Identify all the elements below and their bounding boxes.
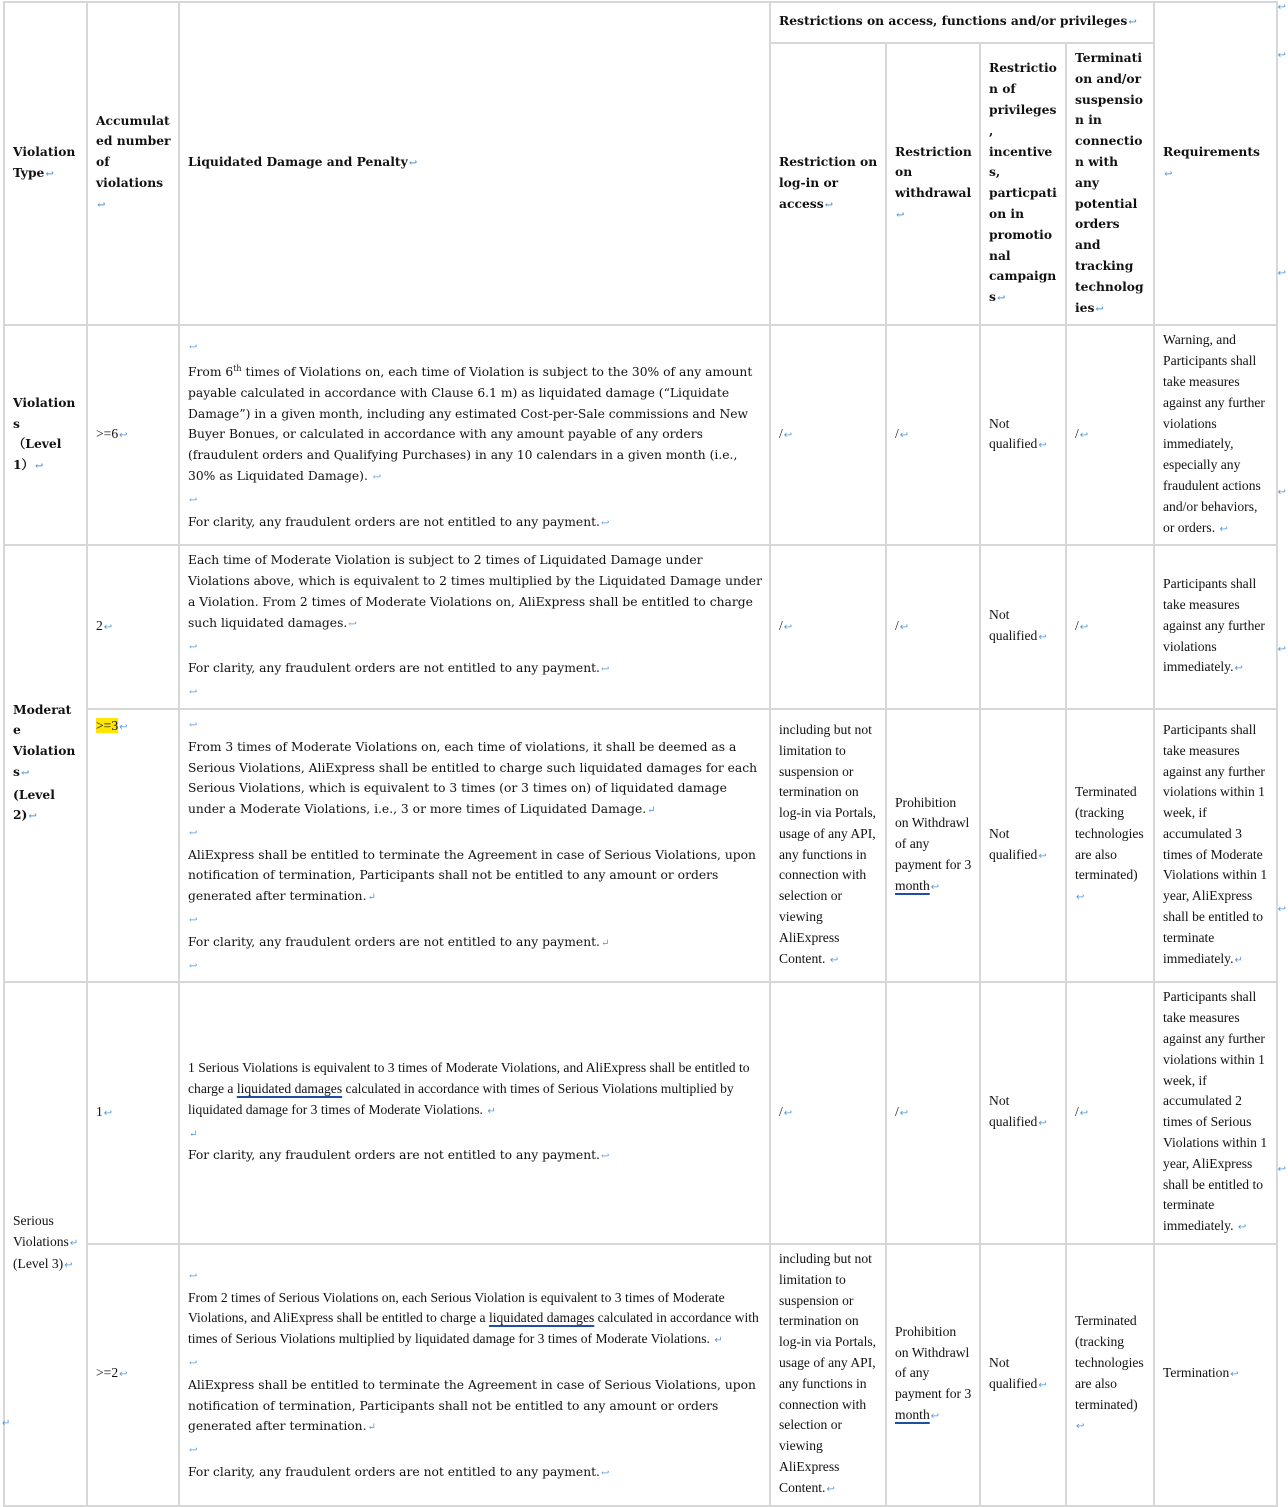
requirements-cell: Warning, and Participants shall take measures against any further violations immediately, especially any fraudulent actions and/or behaviors, or orders. ↩ [1154,325,1277,545]
paragraph-mark-icon: ↩ [408,158,418,170]
paragraph-mark-icon: ↩ [119,721,128,733]
ld-cell: Each time of Moderate Violation is subject to 2 times of Liquidated Damage under Violations above, which is equivalent to 2 times multiplied by the Liquidated Damage under a Violation. From 2 times of Moderate Violations on, AliExpress shall be entitled to charge such liquidated damages.↩ ↩ For clarity, any fraudulent orders are not entitled to any payment.↩ ↩ [179,545,770,709]
paragraph-mark-icon: ↵ [714,1335,723,1347]
paragraph-mark-icon: ↩ [829,954,839,966]
paragraph-mark-icon: ↩ [97,199,106,211]
login-cell: including but not limitation to suspension or termination on log-in via Portals, usage of any API, any functions in connection with selection or viewing AliExpress Content.↩ [770,1244,886,1506]
paragraph-mark-icon: ↩ [34,461,44,473]
header-termination: Termination and/or suspension in connection with any potential orders and tracking technologies↩ [1066,43,1154,325]
login-cell: /↩ [770,545,886,709]
paragraph-mark-icon: ↩ [600,1151,610,1163]
paragraph-mark-icon: ↩ [1234,663,1243,675]
withdrawal-cell: Prohibition on Withdrawl of any payment for 3 month↩ [886,709,980,983]
paragraph-mark-icon: ↵ [367,1422,376,1434]
row-end-mark-icon: ↩ [1277,487,1286,498]
withdrawal-cell: /↩ [886,325,980,545]
withdrawal-cell: /↩ [886,545,980,709]
ld-cell: ↩ From 6th times of Violations on, each time of Violation is subject to the 30% of any amount payable calculated in accordance with Clause 6.1 m) as liquidated damage (“Liquidate Damage”) in a given month, including any estimated Cost-per-Sale commissions and New Buyer Bonues, or calculated in accordance with any amount payable of any orders (fraudulent orders and Qualifying Purchases) in any 10 calendars in a given month (i.e., 30% as Liquidated Damage). ↩ ↩ For clarity, any fraudulent orders are not entitled to any payment.↩ [179,325,770,545]
login-cell: /↩ [770,982,886,1244]
termination-cell: /↩ [1066,545,1154,709]
count-cell: 1↩ [87,982,179,1244]
paragraph-mark-icon: ↵ [69,1237,79,1249]
row-end-mark-icon: ↩ [1277,2,1286,13]
count-cell [87,709,179,983]
table-row [4,1244,1277,1506]
paragraph-mark-icon: ↩ [45,168,54,180]
paragraph-mark-icon: ↩ [899,621,909,633]
table-row [4,545,1277,709]
paragraph-mark-icon: ↩ [1128,17,1137,29]
paragraph-mark-icon: ↩ [1038,850,1047,862]
paragraph-mark-icon: ↩ [1079,1107,1089,1119]
highlighted-count: >=3 [96,717,119,733]
paragraph-mark-icon: ↩ [1038,1379,1047,1391]
header-requirements: Requirements↩ [1154,2,1277,325]
privileges-cell: Not qualified↩ [980,982,1066,1244]
privileges-cell: Not qualified↩ [980,545,1066,709]
paragraph-mark-icon: ↩ [64,1260,73,1272]
paragraph-mark-icon: ↩ [1038,1118,1047,1130]
type-level1: Violations （Level 1）↩ [4,325,87,545]
paragraph-mark-icon: ↩ [1095,303,1104,315]
paragraph-mark-icon: ↩ [189,719,198,731]
paragraph-mark-icon: ↵ [189,1128,198,1140]
paragraph-mark-icon: ↩ [1079,429,1089,441]
termination-cell: Terminated (tracking technologies are also terminated)↩ [1066,709,1154,983]
termination-cell: /↩ [1066,325,1154,545]
paragraph-mark-icon: ↩ [899,1107,909,1119]
privileges-cell: Not qualified↩ [980,709,1066,983]
termination-cell: /↩ [1066,982,1154,1244]
privileges-cell: Not qualified↩ [980,1244,1066,1506]
requirements-cell: Participants shall take measures against any further violations immediately.↩ [1154,545,1277,709]
paragraph-mark-icon: ↩ [28,811,37,823]
paragraph-mark-icon: ↩ [1230,1369,1239,1381]
paragraph-mark-icon: ↵ [367,892,376,904]
requirements-cell: Termination↩ [1154,1244,1277,1506]
paragraph-mark-icon: ↩ [600,664,610,676]
count-cell: >=6↩ [87,325,179,545]
paragraph-mark-icon: ↩ [189,827,198,839]
paragraph-mark-icon: ↩ [189,687,198,699]
paragraph-mark-icon: ↩ [103,1107,113,1119]
type-level3: Serious Violations↵ (Level 3)↩ [4,982,87,1505]
paragraph-mark-icon: ↩ [783,1107,793,1119]
count-cell: 2↩ [87,545,179,709]
row-end-mark-icon: ↩ [1277,1164,1286,1175]
paragraph-mark-icon: ↩ [783,621,793,633]
withdrawal-cell: /↩ [886,982,980,1244]
login-cell: including but not limitation to suspension or termination on log-in via Portals, usage of any API, any functions in connection with selection or viewing AliExpress Content. ↩ [770,709,886,983]
withdrawal-cell: Prohibition on Withdrawl of any payment for 3 month↩ [886,1244,980,1506]
paragraph-mark-icon: ↩ [103,621,113,633]
login-cell: /↩ [770,325,886,545]
paragraph-mark-icon: ↩ [1237,1222,1247,1234]
count-cell: >=2↩ [87,1244,179,1506]
paragraph-mark-icon: ↩ [824,199,834,211]
paragraph-mark-icon: ↩ [1076,1421,1085,1433]
paragraph-mark-icon: ↩ [348,618,357,630]
ld-cell: ↩ From 3 times of Moderate Violations on, each time of violations, it shall be deemed as a Serious Violations, AliExpress shall be entitled to charge such liquidated damages for each Serious Violations, which is equivalent to 3 times (or 3 times on) of liquidated damage under a Moderate Violations, i.e., 3 or more times of Liquidated Damage.↵ ↩ AliExpress shall be entitled to terminate the Agreement in case of Serious Violations, upon notification of termination, Participants shall not be entitled to any amount or orders generated after termination.↵ ↩ For clarity, any fraudulent orders are not entitled to any payment.↵ ↩ [179,709,770,983]
header-restriction-login: Restriction on log-in or access↩ [770,43,886,325]
paragraph-mark-icon: ↩ [189,1445,198,1457]
paragraph-mark-icon: ↩ [189,915,198,927]
paragraph-mark-icon: ↩ [930,881,940,893]
paragraph-mark-icon: ↵ [2,1418,11,1429]
row-end-mark-icon: ↩ [1277,268,1286,279]
ld-cell: 1 Serious Violations is equivalent to 3 times of Moderate Violations, and AliExpress shall be entitled to charge a liquidated damages calculated in accordance with times of Serious Violations multiplied by liquidated damage for 3 times of Moderate Violations. ↵ ↵ For clarity, any fraudulent orders are not entitled to any payment.↩ [179,982,770,1244]
table-row [4,982,1277,1244]
type-level2: Moderate Violations↩ (Level 2)↩ [4,545,87,982]
privileges-cell: Not qualified↩ [980,325,1066,545]
paragraph-mark-icon: ↩ [189,960,198,972]
paragraph-mark-icon: ↩ [119,1369,128,1381]
header-violation-type: Violation Type↩ [4,2,87,325]
violations-table [3,1,1278,1507]
row-end-mark-icon: ↩ [1277,50,1286,61]
paragraph-mark-icon: ↩ [1038,632,1047,644]
paragraph-mark-icon: ↩ [189,1358,198,1370]
header-accumulated: Accumulated number of violations↩ [87,2,179,325]
paragraph-mark-icon: ↩ [20,767,30,779]
paragraph-mark-icon: ↩ [119,429,128,441]
paragraph-mark-icon: ↩ [1038,440,1047,452]
header-restrictions-group: Restrictions on access, functions and/or privileges↩ [770,2,1154,43]
paragraph-mark-icon: ↩ [189,641,198,653]
paragraph-mark-icon: ↩ [189,1270,198,1282]
paragraph-mark-icon: ↩ [996,293,1006,305]
paragraph-mark-icon: ↩ [899,429,909,441]
table-row [4,709,1277,983]
paragraph-mark-icon: ↩ [783,429,793,441]
paragraph-mark-icon: ↩ [372,472,382,484]
requirements-cell: Participants shall take measures against any further violations within 1 week, if accumulated 3 times of Moderate Violations within 1 year, AliExpress shall be entitled to terminate immediately.↵ [1154,709,1277,983]
header-restriction-privileges: Restriction of privileges, incentives, particpation in promotional campaigns↩ [980,43,1066,325]
paragraph-mark-icon: ↵ [1234,954,1243,966]
row-end-mark-icon: ↩ [1277,644,1286,655]
header-ld-penalty: Liquidated Damage and Penalty↩ [179,2,770,325]
paragraph-mark-icon: ↩ [600,1468,610,1479]
paragraph-mark-icon: ↩ [1076,892,1085,904]
paragraph-mark-icon: ↩ [896,209,905,221]
paragraph-mark-icon: ↵ [487,1105,496,1117]
paragraph-mark-icon: ↩ [189,494,198,506]
header-restriction-withdrawal: Restriction on withdrawal↩ [886,43,980,325]
paragraph-mark-icon: ↩ [600,517,610,529]
paragraph-mark-icon: ↵ [600,937,610,949]
paragraph-mark-icon: ↩ [1219,523,1228,535]
table-row [4,325,1277,545]
paragraph-mark-icon: ↩ [1079,621,1089,633]
requirements-cell: Participants shall take measures against any further violations within 1 week, if accumulated 2 times of Serious Violations within 1 year, AliExpress shall be entitled to terminate immediately. ↩ [1154,982,1277,1244]
paragraph-mark-icon: ↩ [189,342,198,354]
paragraph-mark-icon: ↩ [1164,168,1173,180]
paragraph-mark-icon: ↩ [826,1483,835,1495]
paragraph-mark-icon: ↵ [647,805,656,817]
row-end-mark-icon: ↩ [1277,904,1286,915]
termination-cell: Terminated (tracking technologies are also terminated)↩ [1066,1244,1154,1506]
ld-cell: ↩ From 2 times of Serious Violations on, each Serious Violation is equivalent to 3 times of Moderate Violations, and AliExpress shall be entitled to charge a liquidated damages calculated in accordance with times of Serious Violations multiplied by liquidated damage for 3 times of Moderate Violations. ↵ ↩ AliExpress shall be entitled to terminate the Agreement in case of Serious Violations, upon notification of termination, Participants shall not be entitled to any amount or orders generated after termination.↵ ↩ For clarity, any fraudulent orders are not entitled to any payment.↩ [179,1244,770,1506]
paragraph-mark-icon: ↩ [930,1411,940,1422]
